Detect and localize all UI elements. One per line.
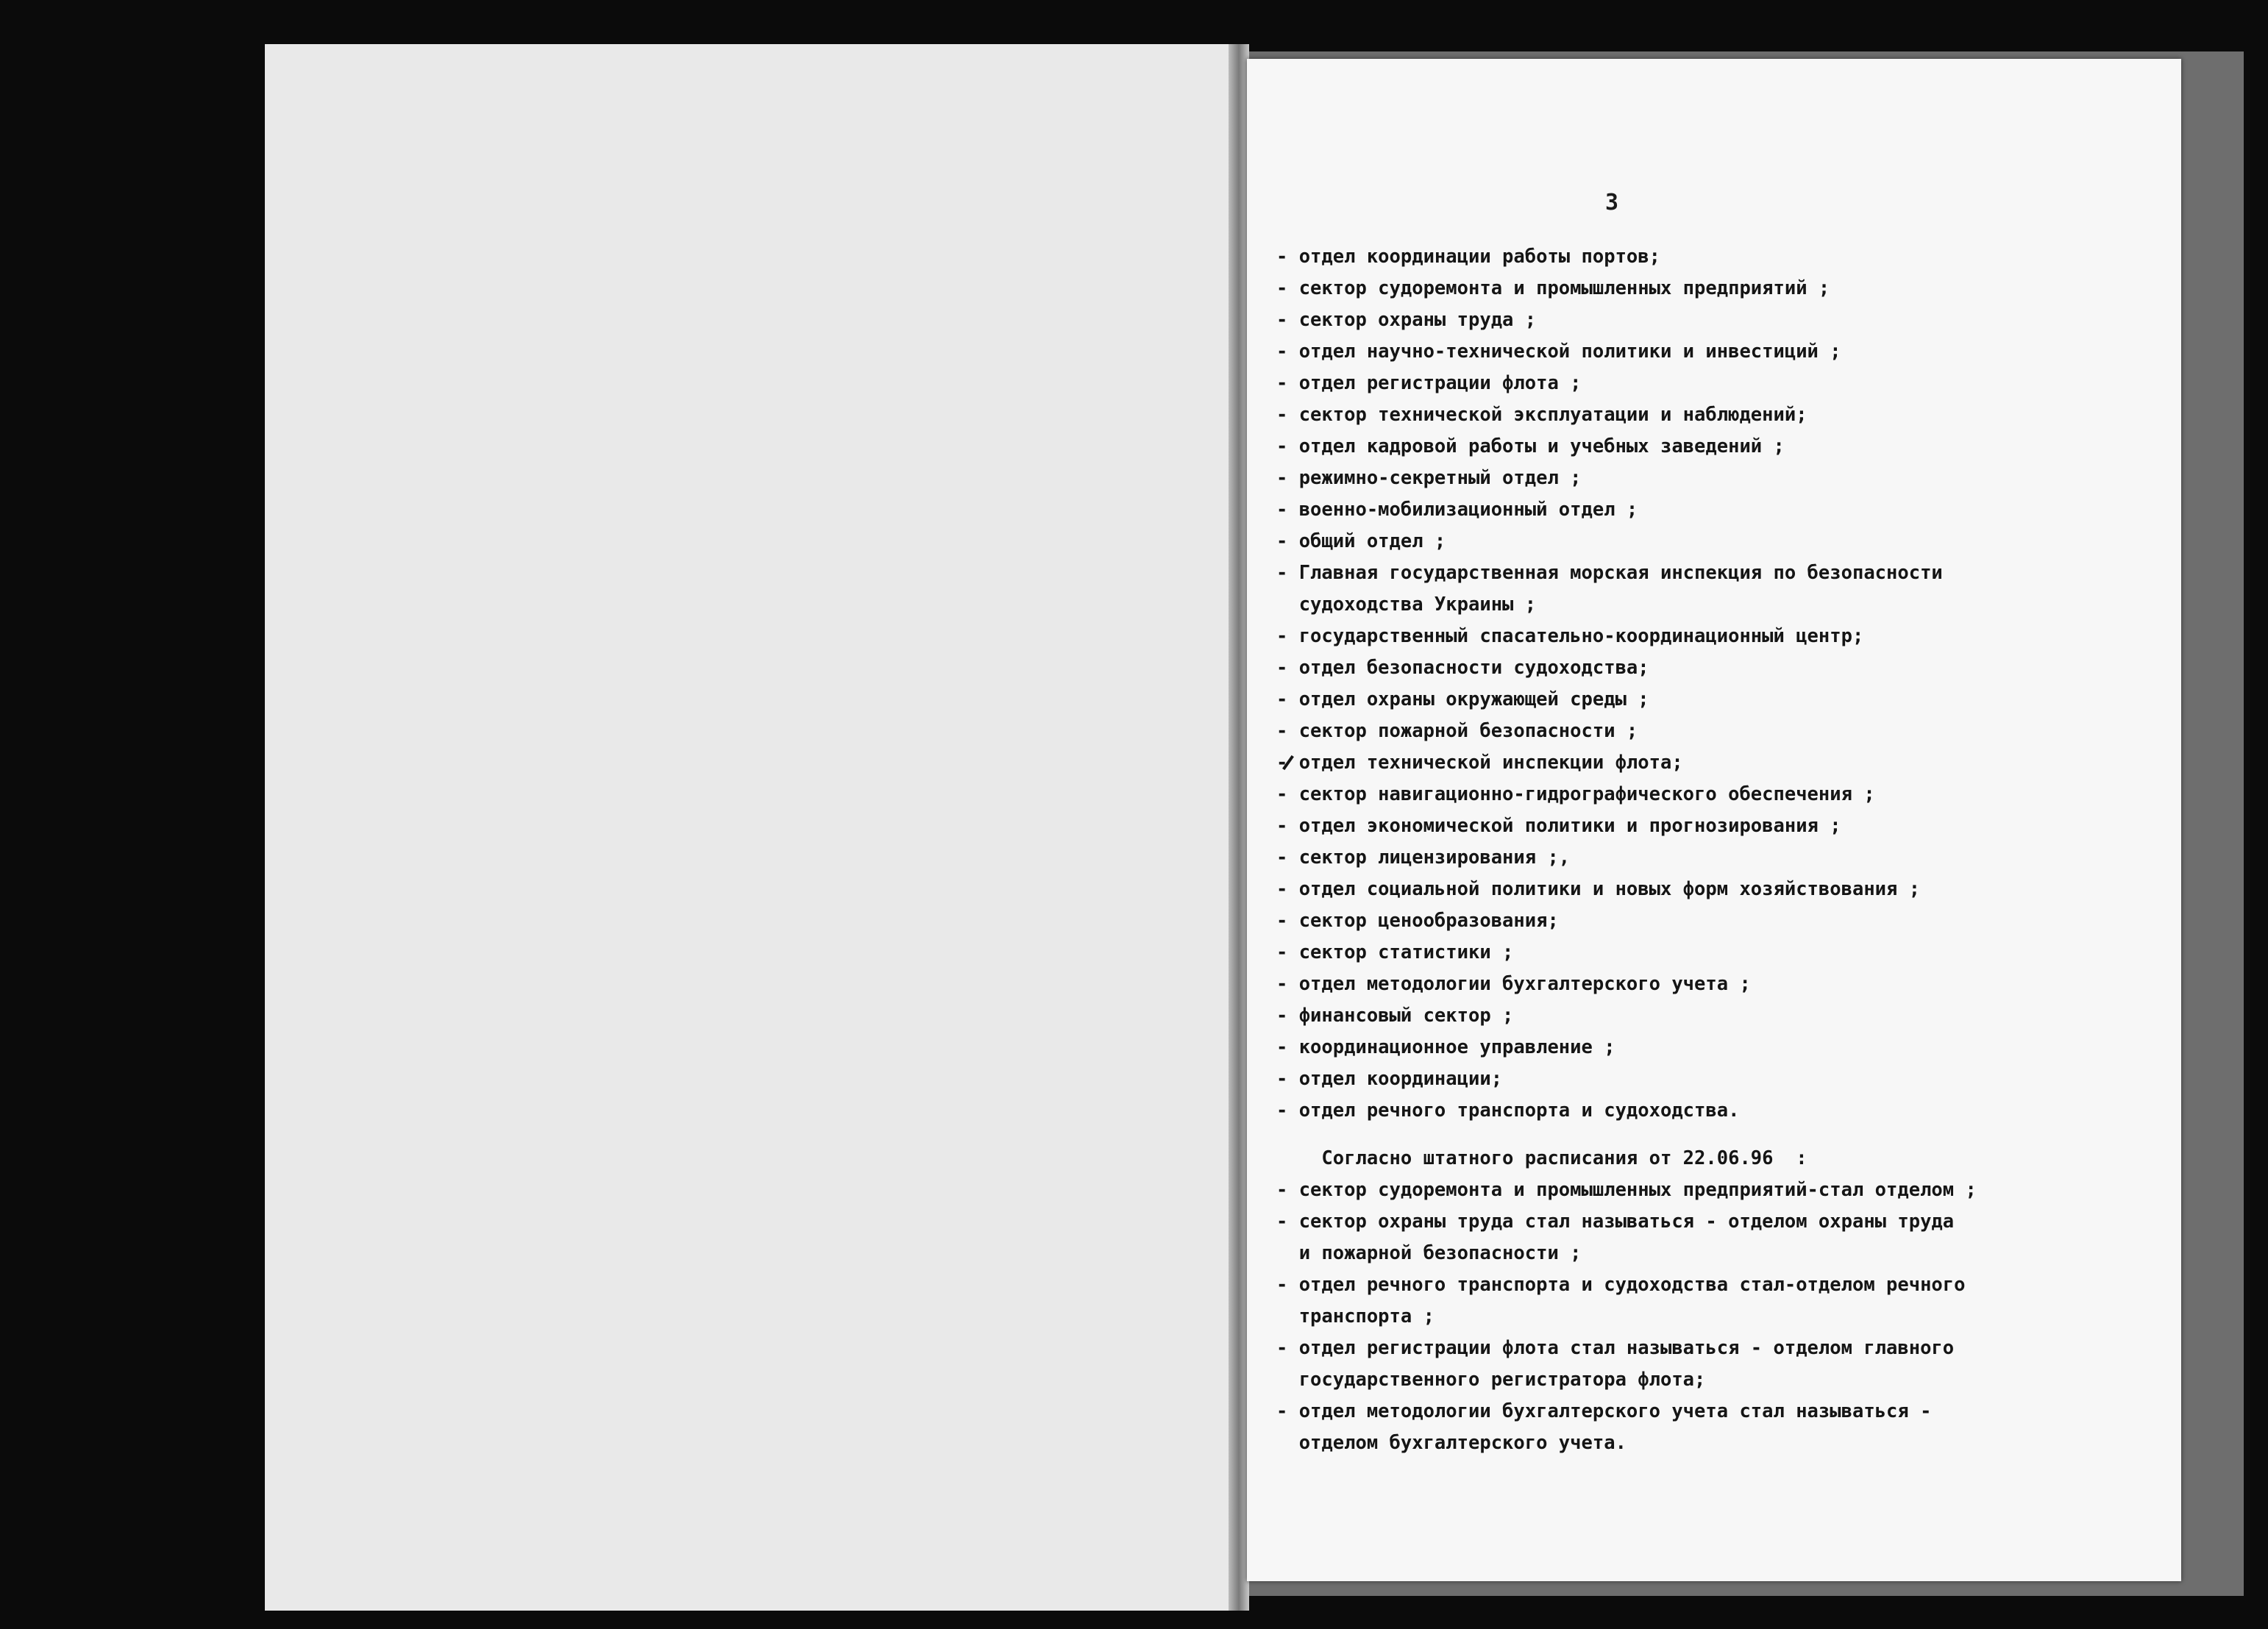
paragraph-gap <box>1276 1127 2144 1143</box>
text-line: и пожарной безопасности ; <box>1276 1242 1582 1264</box>
text-line: - режимно-секретный отдел ; <box>1276 467 1582 489</box>
text-line: - отдел речного транспорта и судоходства. <box>1276 1099 1740 1122</box>
text-line: - сектор охраны труда стал называться - отделом охраны труда <box>1276 1211 1955 1233</box>
text-line: - отдел координации работы портов; <box>1276 246 1660 268</box>
text-line: - отдел безопасности судоходства; <box>1276 657 1649 679</box>
text-line: - отдел социальной политики и новых форм хозяйствования ; <box>1276 878 1921 900</box>
text-line: - отдел речного транспорта и судоходства стал-отделом речного <box>1276 1274 1966 1296</box>
text-line: - сектор лицензирования ;, <box>1276 846 1571 869</box>
text-line: - отдел технической инспекции флота; <box>1276 752 1683 774</box>
text-line: - сектор технической эксплуатации и наблюдений; <box>1276 404 1807 426</box>
text-line: - сектор статистики ; <box>1276 941 1514 963</box>
text-line: - Главная государственная морская инспекция по безопасности <box>1276 562 1943 584</box>
text-line: - финансовый сектор ; <box>1276 1005 1514 1027</box>
text-line: - сектор навигационно-гидрографического обеспечения ; <box>1276 783 1875 805</box>
text-line: - отдел регистрации флота стал называться - отделом главного <box>1276 1337 1955 1359</box>
page-number: 3 <box>1605 190 1619 215</box>
typed-text-block <box>1276 241 2144 1459</box>
text-line: - отдел научно-технической политики и инвестиций ; <box>1276 341 1841 363</box>
text-line: - военно-мобилизационный отдел ; <box>1276 499 1638 521</box>
text-line: государственного регистратора флота; <box>1276 1369 1706 1391</box>
section-heading: Согласно штатного расписания от 22.06.96 : <box>1276 1147 1807 1169</box>
text-line: - отдел охраны окружающей среды ; <box>1276 688 1649 710</box>
text-line: - отдел координации; <box>1276 1068 1503 1090</box>
left-page <box>265 44 1240 1611</box>
text-line: - общий отдел ; <box>1276 530 1446 552</box>
text-line: - отдел методологии бухгалтерского учета стал называться - <box>1276 1400 1932 1422</box>
text-line: - государственный спасательно-координационный центр; <box>1276 625 1864 647</box>
text-line: транспорта ; <box>1276 1305 1435 1327</box>
text-line: - сектор ценообразования; <box>1276 910 1559 932</box>
text-line: - отдел регистрации флота ; <box>1276 372 1582 394</box>
text-line: - координационное управление ; <box>1276 1036 1615 1058</box>
text-line: - отдел экономической политики и прогнозирования ; <box>1276 815 1841 837</box>
text-line: - сектор охраны труда ; <box>1276 309 1537 331</box>
text-line: - отдел кадровой работы и учебных заведений ; <box>1276 435 1785 457</box>
book-spine <box>1229 44 1249 1611</box>
text-line: - отдел методологии бухгалтерского учета ; <box>1276 973 1751 995</box>
text-line: - сектор судоремонта и промышленных предприятий-стал отделом ; <box>1276 1179 1977 1201</box>
text-line: - сектор пожарной безопасности ; <box>1276 720 1638 742</box>
text-line: отделом бухгалтерского учета. <box>1276 1432 1627 1454</box>
text-line: - сектор судоремонта и промышленных предприятий ; <box>1276 277 1830 299</box>
text-line: судоходства Украины ; <box>1276 594 1537 616</box>
